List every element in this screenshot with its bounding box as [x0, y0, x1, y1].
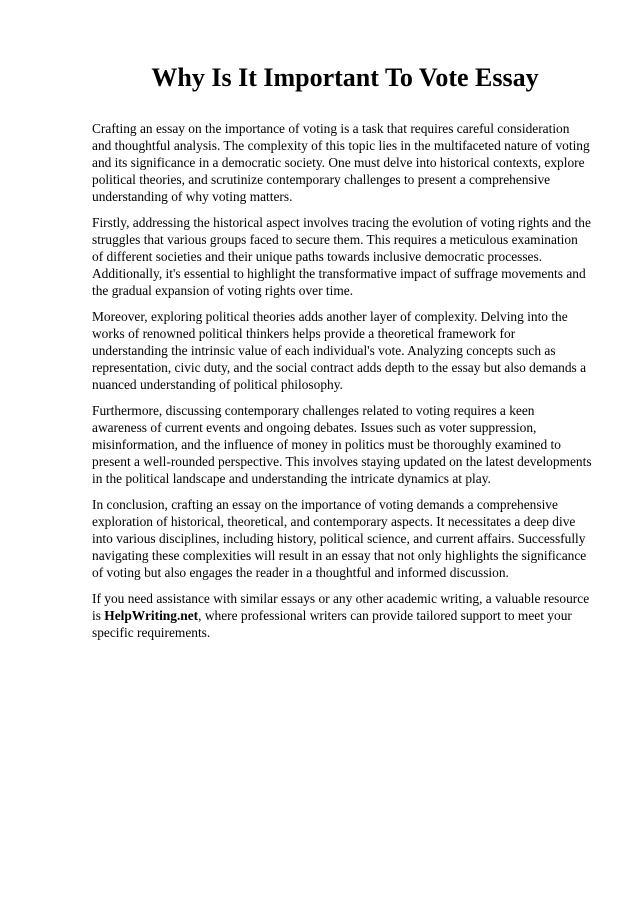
paragraph-closing [92, 590, 592, 641]
essay-body [92, 120, 592, 650]
paragraph-historical: Firstly, addressing the historical aspect involves tracing the evolution of voting rights and the struggles that various groups faced to secure them. This requires a meticulous examination of different societies and their unique paths towards inclusive democratic processes. Additionally, it's essential to highlight the transformative impact of suffrage movements and the gradual expansion of voting rights over time. [92, 215, 591, 298]
paragraph-conclusion: In conclusion, crafting an essay on the importance of voting demands a comprehensive exploration of historical, theoretical, and contemporary aspects. It necessitates a deep dive into various disciplines, including history, political science, and current affairs. Successfully navigating these complexities will result in an essay that not only highlights the significance of voting but also engages the reader in a thoughtful and informed discussion. [92, 497, 587, 580]
closing-text-after: , where professional writers can provide tailored support to meet your specific requirements. [92, 608, 572, 640]
paragraph-theories: Moreover, exploring political theories adds another layer of complexity. Delving into the works of renowned political thinkers helps provide a theoretical framework for understanding the intrinsic value of each individual's vote. Analyzing concepts such as representation, civic duty, and the social contract adds depth to the essay but also demands a nuanced understanding of political philosophy. [92, 309, 587, 392]
page-title: Why Is It Important To Vote Essay [151, 63, 539, 92]
paragraph-intro: Crafting an essay on the importance of voting is a task that requires careful consideration and thoughtful analysis. The complexity of this topic lies in the multifaceted nature of voting and its significance in a democratic society. One must delve into historical contexts, explore political theories, and scrutinize contemporary challenges to present a comprehensive understanding of why voting matters. [92, 121, 590, 204]
closing-text-before: If you need assistance with similar essays or any other academic writing, a valuable resource is [92, 591, 590, 623]
paragraph-contemporary: Furthermore, discussing contemporary challenges related to voting requires a keen awareness of current events and ongoing debates. Issues such as voter suppression, misinformation, and the influence of money in politics must be thoroughly examined to present a well-rounded perspective. This involves staying updated on the latest developments in the political landscape and understanding the intricate dynamics at play. [92, 403, 592, 486]
resource-link[interactable]: HelpWriting.net [104, 608, 199, 623]
